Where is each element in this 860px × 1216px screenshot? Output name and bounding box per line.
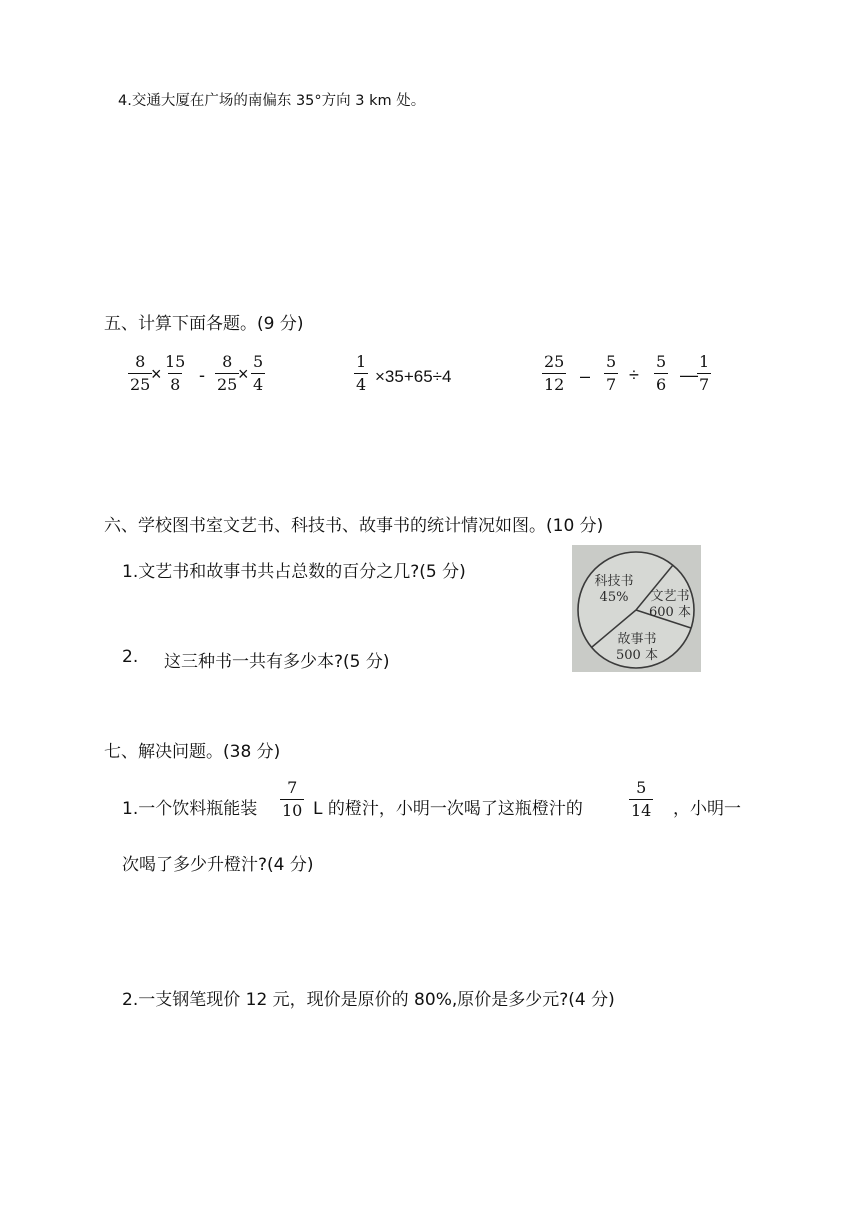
slice-value: 500 本 (616, 647, 658, 663)
fraction (128, 354, 152, 393)
slice-name: 科技书 (594, 574, 634, 589)
section-6-question-1: 1.文艺书和故事书共占总数的百分之几?(5 分) (122, 562, 466, 582)
expression-text: ×35+65÷4 (375, 367, 452, 386)
slice-name: 故事书 (617, 632, 657, 647)
denominator: 10 (282, 801, 303, 820)
numerator: 5 (253, 352, 264, 371)
denominator: 7 (699, 375, 710, 394)
section-7-question-2: 2.一支钢笔现价 12 元，现价是原价的 80%,原价是多少元?(4 分) (122, 990, 615, 1010)
fraction (163, 354, 187, 393)
fraction (354, 354, 368, 393)
numerator: 8 (135, 352, 146, 371)
fraction (629, 780, 653, 819)
problem-4-text: 4.交通大厦在广场的南偏东 35°方向 3 km 处。 (118, 93, 426, 109)
numerator: 8 (222, 352, 233, 371)
denominator: 25 (217, 375, 238, 394)
denominator: 7 (606, 375, 617, 394)
section-7-question-1-part-b: L 的橙汁，小明一次喝了这瓶橙汁的 (313, 799, 583, 819)
denominator: 14 (631, 801, 652, 820)
section-7-question-1-part-a: 1.一个饮料瓶能装 (122, 799, 258, 819)
fraction (215, 354, 239, 393)
slice-name: 文艺书 (650, 589, 690, 604)
fraction (697, 354, 711, 393)
pie-slice-label-tech (586, 574, 642, 605)
operator: — (680, 365, 698, 385)
operator: × (151, 364, 162, 384)
operator: ÷ (629, 365, 639, 385)
numerator: 1 (699, 352, 710, 371)
numerator: 15 (165, 352, 186, 371)
pie-chart (572, 545, 701, 672)
numerator: 7 (287, 778, 298, 797)
section-7-question-1-line-2: 次喝了多少升橙汁?(4 分) (122, 855, 314, 875)
section-6-heading: 六、学校图书室文艺书、科技书、故事书的统计情况如图。(10 分) (104, 516, 604, 536)
numerator: 25 (544, 352, 565, 371)
slice-value: 600 本 (649, 604, 691, 620)
operator: – (580, 366, 591, 386)
pie-slice-label-literature (642, 589, 698, 620)
numerator: 1 (356, 352, 367, 371)
fraction (280, 780, 304, 819)
operator: × (238, 364, 249, 384)
section-7-heading: 七、解决问题。(38 分) (104, 742, 281, 762)
fraction (542, 354, 566, 393)
operator: - (199, 365, 205, 385)
fraction (654, 354, 668, 393)
section-6-question-2-number: 2. (122, 647, 139, 667)
slice-value: 45% (599, 589, 629, 605)
denominator: 8 (170, 375, 181, 394)
denominator: 6 (656, 375, 667, 394)
denominator: 12 (544, 375, 565, 394)
numerator: 5 (606, 352, 617, 371)
fraction (604, 354, 618, 393)
section-5-heading: 五、计算下面各题。(9 分) (104, 314, 304, 334)
numerator: 5 (656, 352, 667, 371)
denominator: 4 (356, 375, 367, 394)
denominator: 25 (130, 375, 151, 394)
pie-slice-label-story (609, 632, 665, 663)
section-6-question-2: 这三种书一共有多少本?(5 分) (164, 652, 390, 672)
denominator: 4 (253, 375, 264, 394)
numerator: 5 (636, 778, 647, 797)
section-7-question-1-part-c: ，小明一 (673, 799, 741, 819)
fraction (251, 354, 265, 393)
